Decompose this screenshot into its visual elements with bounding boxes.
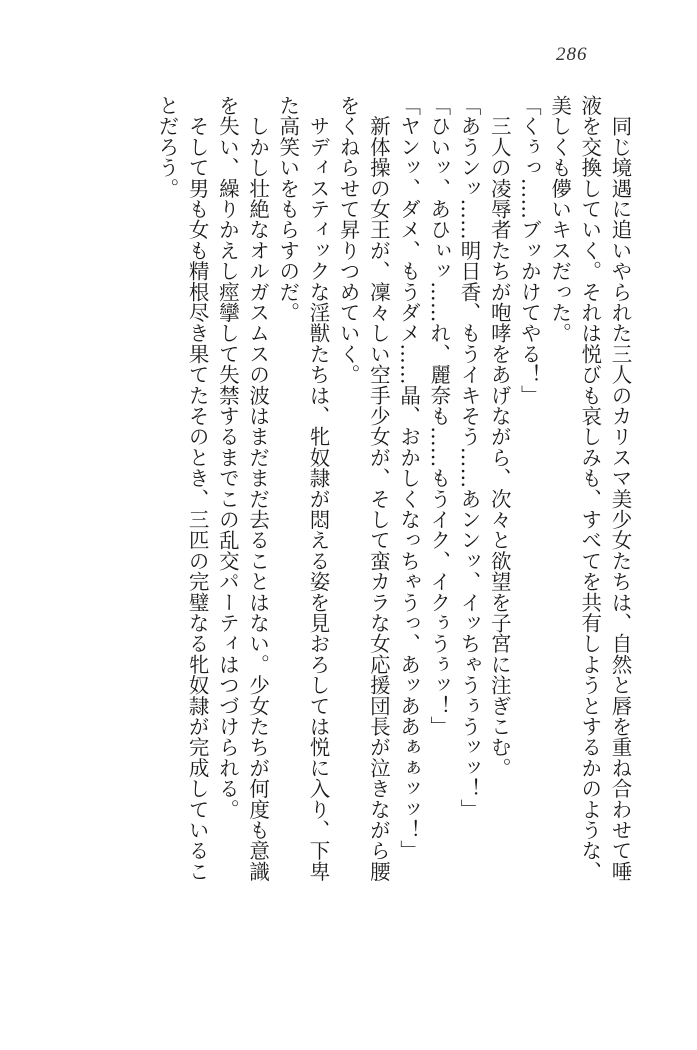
text-line: とだろう。 (154, 95, 179, 199)
text-line: 「くぅっ……ブッかけてやる！」 (517, 95, 542, 406)
text-line: を失い、繰りかえし痙攣して失禁するまでこの乱交パーティはつづけられる。 (215, 95, 240, 820)
text-line: をくねらせて昇りつめていく。 (336, 95, 361, 385)
text-line: 「あうンッ……明日香、もうイキそう……あンンッ、イッちゃうぅうッッ！」 (456, 95, 481, 820)
text-line: 美しくも儚いキスだった。 (547, 95, 572, 344)
page-number: 286 (556, 44, 588, 65)
text-line: しかし壮絶なオルガスムスの波はまだまだ去ることはない。少女たちが何度も意識 (245, 95, 270, 882)
text-line: た高笑いをもらすのだ。 (275, 95, 300, 323)
text-line: そして男も女も精根尽き果てたそのとき、三匹の完璧なる牝奴隷が完成しているこ (185, 95, 210, 882)
vertical-text-block (45, 95, 635, 1030)
text-line: 「ひいッ、あひぃッ……れ、麗奈も……もうイク、イクぅうぅッ！」 (426, 95, 451, 737)
text-line: 新体操の女王が、凜々しい空手少女が、そして蛮カラな女応援団長が泣きながら腰 (366, 95, 391, 882)
text-line: 液を交換していく。それは悦びも哀しみも、すべてを共有しようとするかのような、 (577, 95, 602, 882)
text-line: 「ヤンッ、ダメ、もうダメ……晶、おかしくなっちゃうっ、あッああぁぁッッ！」 (396, 95, 421, 861)
text-line: 三人の凌辱者たちが咆哮をあげながら、次々と欲望を子宮に注ぎこむ。 (487, 95, 512, 779)
text-line: サディスティックな淫獣たちは、牝奴隷が悶える姿を見おろしては悦に入り、下卑 (305, 95, 330, 882)
text-line: 同じ境遇に追いやられた三人のカリスマ美少女たちは、自然と唇を重ね合わせて唾 (608, 95, 632, 882)
